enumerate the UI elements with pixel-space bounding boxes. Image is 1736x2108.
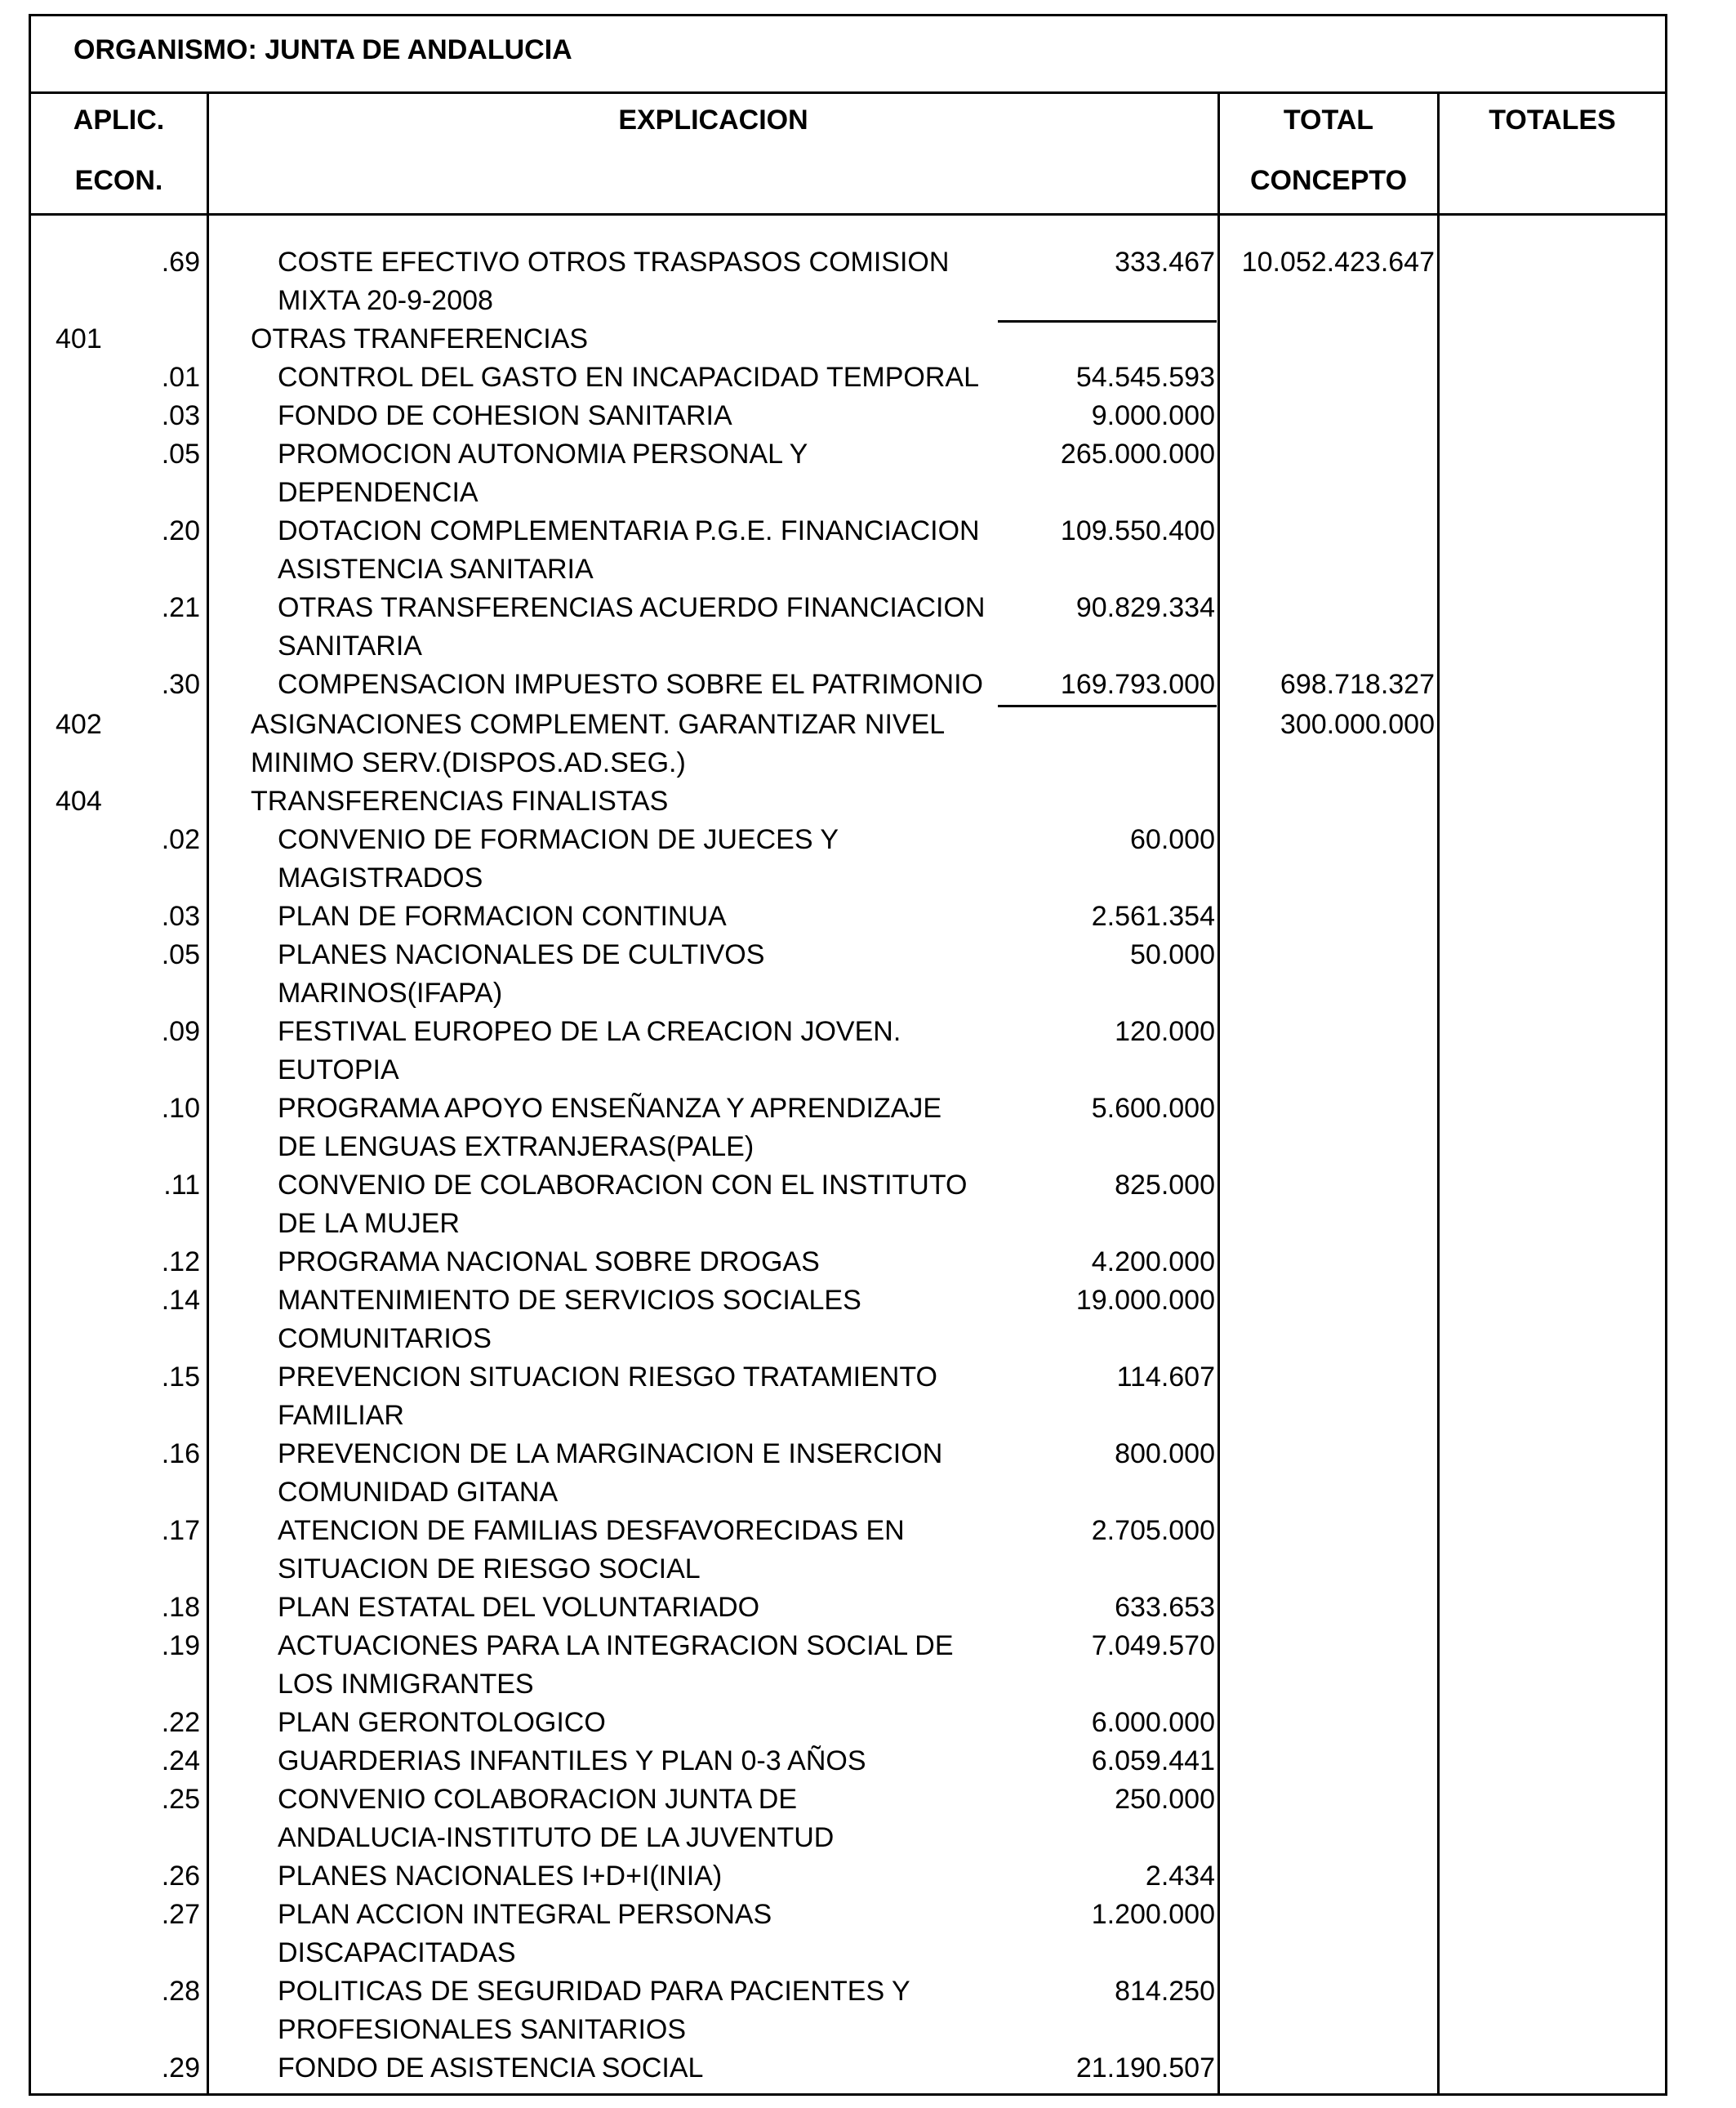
row-text: PREVENCION DE LA MARGINACION E INSERCION COMUNIDAD GITANA — [278, 1438, 943, 1508]
header-concepto: CONCEPTO — [1249, 165, 1408, 196]
organismo-title: ORGANISMO: JUNTA DE ANDALUCIA — [73, 34, 572, 65]
row-text: OTRAS TRANFERENCIAS — [251, 323, 589, 354]
row-amount: 7.049.570 — [1091, 1630, 1215, 1661]
row-text: COMPENSACION IMPUESTO SOBRE EL PATRIMONIO — [278, 669, 983, 700]
table-row — [0, 1857, 1736, 1896]
row-code: .01 — [161, 362, 200, 393]
row-amount: 114.607 — [1116, 1362, 1215, 1393]
table-row — [0, 1013, 1736, 1090]
row-amount: 1.200.000 — [1091, 1899, 1215, 1930]
row-text: PROGRAMA NACIONAL SOBRE DROGAS — [278, 1246, 820, 1277]
row-text: CONVENIO COLABORACION JUNTA DE ANDALUCIA-INSTITUTO DE LA JUVENTUD — [278, 1784, 835, 1853]
row-code: 402 — [56, 709, 102, 740]
table-row — [0, 1780, 1736, 1857]
row-code: .30 — [161, 669, 200, 700]
row-amount: 800.000 — [1115, 1438, 1215, 1469]
row-amount: 9.000.000 — [1091, 400, 1215, 431]
row-amount: 633.653 — [1115, 1592, 1215, 1623]
row-code: .21 — [161, 592, 200, 623]
row-code: .16 — [161, 1438, 200, 1469]
table-row — [0, 435, 1736, 512]
table-row — [0, 782, 1736, 821]
row-text: TRANSFERENCIAS FINALISTAS — [251, 786, 669, 817]
row-code: .09 — [161, 1016, 200, 1047]
row-amount: 169.793.000 — [1060, 669, 1215, 700]
row-code: .03 — [161, 400, 200, 431]
row-text: CONVENIO DE FORMACION DE JUECES Y MAGISTRADOS — [278, 824, 839, 894]
row-code: 404 — [56, 786, 102, 817]
row-text: PLAN ACCION INTEGRAL PERSONAS DISCAPACITADAS — [278, 1899, 772, 1968]
table-row — [0, 1166, 1736, 1243]
row-amount: 2.434 — [1145, 1861, 1215, 1892]
row-text: ASIGNACIONES COMPLEMENT. GARANTIZAR NIVEL MINIMO SERV.(DISPOS.AD.SEG.) — [251, 709, 946, 778]
header-total: TOTAL — [1283, 105, 1374, 136]
row-amount: 814.250 — [1115, 1976, 1215, 2007]
row-text: ACTUACIONES PARA LA INTEGRACION SOCIAL DE LOS INMIGRANTES — [278, 1630, 954, 1700]
row-code: .28 — [161, 1976, 200, 2007]
row-amount: 2.561.354 — [1091, 901, 1215, 932]
table-row — [0, 706, 1736, 782]
row-amount: 2.705.000 — [1091, 1515, 1215, 1546]
row-text: FESTIVAL EUROPEO DE LA CREACION JOVEN. EUTOPIA — [278, 1016, 901, 1085]
row-amount: 19.000.000 — [1075, 1285, 1215, 1316]
row-code: .29 — [161, 2052, 200, 2083]
row-text: FONDO DE COHESION SANITARIA — [278, 400, 732, 431]
table-row — [0, 1243, 1736, 1281]
table-row — [0, 243, 1736, 320]
row-code: .05 — [161, 939, 200, 970]
row-code: .25 — [161, 1784, 200, 1815]
row-amount: 21.190.507 — [1075, 2052, 1215, 2083]
row-code: .05 — [161, 439, 200, 470]
row-text: PLAN DE FORMACION CONTINUA — [278, 901, 727, 932]
table-row — [0, 1512, 1736, 1589]
row-text: POLITICAS DE SEGURIDAD PARA PACIENTES Y PROFESIONALES SANITARIOS — [278, 1976, 910, 2045]
table-row — [0, 1589, 1736, 1627]
row-amount: 6.059.441 — [1091, 1745, 1215, 1776]
row-text: MANTENIMIENTO DE SERVICIOS SOCIALES COMUNITARIOS — [278, 1285, 861, 1354]
table-row — [0, 898, 1736, 936]
row-text: ATENCION DE FAMILIAS DESFAVORECIDAS EN SITUACION DE RIESGO SOCIAL — [278, 1515, 905, 1584]
row-text: COSTE EFECTIVO OTROS TRASPASOS COMISION MIXTA 20-9-2008 — [278, 247, 950, 316]
table-row — [0, 1281, 1736, 1358]
row-amount: 265.000.000 — [1060, 439, 1215, 470]
row-text: PLAN ESTATAL DEL VOLUNTARIADO — [278, 1592, 760, 1623]
header-top-rule — [29, 91, 1667, 94]
row-code: .15 — [161, 1362, 200, 1393]
row-total: 10.052.423.647 — [1241, 247, 1435, 278]
table-row — [0, 320, 1736, 359]
row-total: 698.718.327 — [1280, 669, 1435, 700]
row-amount: 5.600.000 — [1091, 1093, 1215, 1124]
row-code: .17 — [161, 1515, 200, 1546]
row-code: .19 — [161, 1630, 200, 1661]
header-totales: TOTALES — [1489, 105, 1616, 136]
row-amount: 333.467 — [1115, 247, 1215, 278]
header-aplic: APLIC. — [73, 105, 165, 136]
table-row — [0, 821, 1736, 898]
row-text: OTRAS TRANSFERENCIAS ACUERDO FINANCIACION SANITARIA — [278, 592, 986, 662]
row-amount: 50.000 — [1130, 939, 1215, 970]
row-text: DOTACION COMPLEMENTARIA P.G.E. FINANCIACION ASISTENCIA SANITARIA — [278, 515, 980, 585]
row-text: CONTROL DEL GASTO EN INCAPACIDAD TEMPORAL — [278, 362, 979, 393]
table-row — [0, 666, 1736, 704]
row-code: .12 — [161, 1246, 200, 1277]
header-econ: ECON. — [74, 165, 163, 196]
row-code: .14 — [161, 1285, 200, 1316]
row-amount: 109.550.400 — [1060, 515, 1215, 546]
row-total: 300.000.000 — [1280, 709, 1435, 740]
row-code: .02 — [161, 824, 200, 855]
table-row — [0, 1627, 1736, 1704]
row-amount: 4.200.000 — [1091, 1246, 1215, 1277]
table-row — [0, 1358, 1736, 1435]
row-text: PLANES NACIONALES I+D+I(INIA) — [278, 1861, 723, 1892]
header-explicacion: EXPLICACION — [618, 105, 808, 136]
row-code: .10 — [161, 1093, 200, 1124]
row-code: .18 — [161, 1592, 200, 1623]
row-amount: 120.000 — [1115, 1016, 1215, 1047]
table-row — [0, 359, 1736, 397]
table-row — [0, 589, 1736, 666]
table-row — [0, 1742, 1736, 1780]
row-amount: 250.000 — [1115, 1784, 1215, 1815]
row-code: .22 — [161, 1707, 200, 1738]
table-row — [0, 1704, 1736, 1742]
row-code: .69 — [161, 247, 200, 278]
table-row — [0, 1435, 1736, 1512]
table-row — [0, 1896, 1736, 1972]
table-row — [0, 2049, 1736, 2088]
row-code: .26 — [161, 1861, 200, 1892]
table-row — [0, 1090, 1736, 1166]
row-text: GUARDERIAS INFANTILES Y PLAN 0-3 AÑOS — [278, 1745, 866, 1776]
row-code: .03 — [161, 901, 200, 932]
row-text: PROMOCION AUTONOMIA PERSONAL Y DEPENDENCIA — [278, 439, 808, 508]
row-amount: 6.000.000 — [1091, 1707, 1215, 1738]
table-row — [0, 1972, 1736, 2049]
row-amount: 825.000 — [1115, 1170, 1215, 1201]
row-code: .27 — [161, 1899, 200, 1930]
row-code: .24 — [161, 1745, 200, 1776]
header-bottom-rule — [29, 213, 1667, 216]
table-row — [0, 397, 1736, 435]
row-amount: 60.000 — [1130, 824, 1215, 855]
row-code: 401 — [56, 323, 102, 354]
row-text: PROGRAMA APOYO ENSEÑANZA Y APRENDIZAJE DE LENGUAS EXTRANJERAS(PALE) — [278, 1093, 942, 1162]
row-code: .11 — [163, 1170, 200, 1201]
row-code: .20 — [161, 515, 200, 546]
row-amount: 90.829.334 — [1075, 592, 1215, 623]
row-text: PLAN GERONTOLOGICO — [278, 1707, 606, 1738]
row-text: CONVENIO DE COLABORACION CON EL INSTITUTO DE LA MUJER — [278, 1170, 968, 1239]
table-row — [0, 512, 1736, 589]
row-text: PREVENCION SITUACION RIESGO TRATAMIENTO FAMILIAR — [278, 1362, 937, 1431]
row-text: FONDO DE ASISTENCIA SOCIAL — [278, 2052, 704, 2083]
table-row — [0, 936, 1736, 1013]
row-text: PLANES NACIONALES DE CULTIVOS MARINOS(IFAPA) — [278, 939, 765, 1009]
row-amount: 54.545.593 — [1075, 362, 1215, 393]
